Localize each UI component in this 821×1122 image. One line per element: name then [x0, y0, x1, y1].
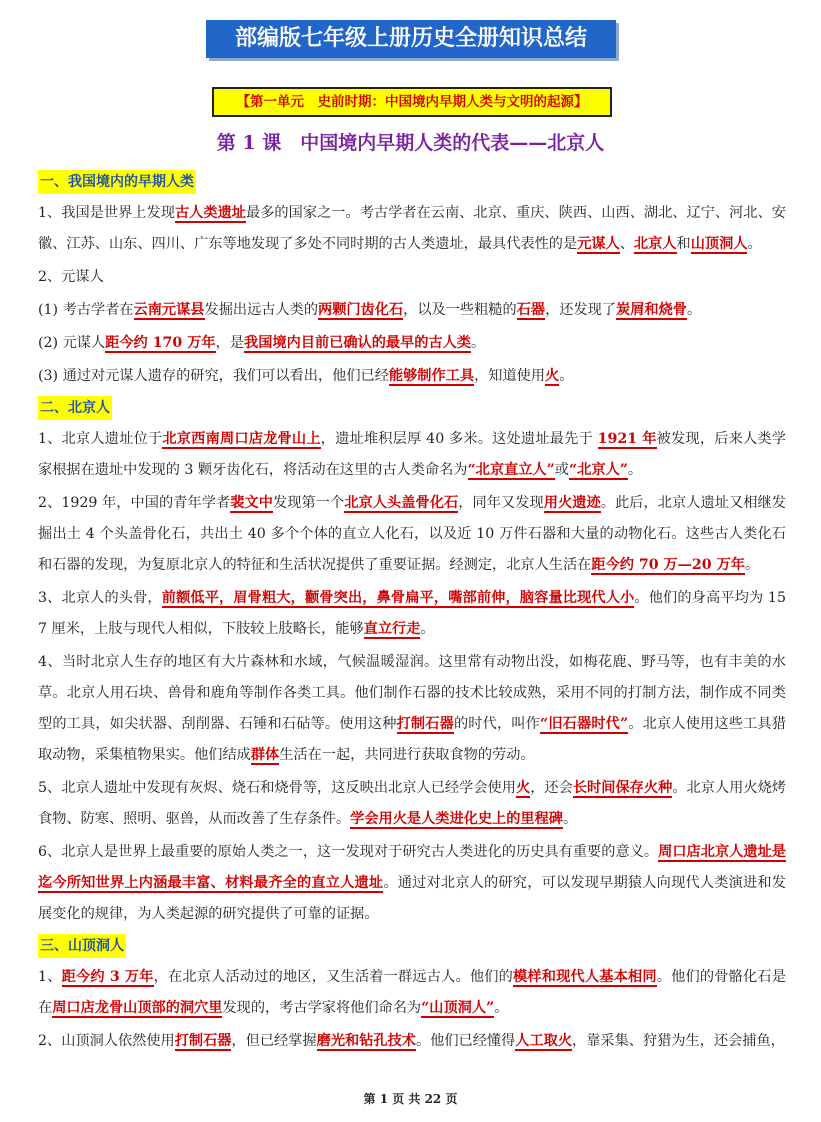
- paragraph: [38, 361, 786, 392]
- highlighted-text: 裴文中: [230, 495, 274, 511]
- text-run: 2、1929 年，中国的青年学者: [38, 495, 231, 511]
- paragraph: [38, 262, 786, 293]
- text-run: ，还会: [530, 780, 573, 796]
- text-run: 或: [554, 462, 569, 478]
- paragraph: [38, 962, 786, 1024]
- text-run: ，遗址堆积层厚 40 多米。这处遗址最先于: [320, 431, 598, 447]
- text-run: 。北京人用火烧烤食物、防寒、照明、驱兽，从而改善了生存条件。: [38, 780, 786, 827]
- paragraph: [38, 488, 786, 581]
- highlighted-text: 北京人: [633, 236, 677, 252]
- highlighted-text: 火: [515, 780, 531, 796]
- highlighted-text: 我国境内目前已确认的最早的古人类: [244, 335, 472, 351]
- text-run: 最多的国家之一。考古学者在云南、北京、重庆、陕西、山西、湖北、辽宁、河北、安徽、江苏、山东、四川、广东等地发现了多处不同时期的古人类遗址，最具代表性的是: [38, 205, 786, 252]
- text-run: ，还发现了: [545, 302, 617, 318]
- document-title: 部编版七年级上册历史全册知识总结: [206, 20, 616, 58]
- text-run: 和: [676, 236, 691, 252]
- paragraph: [38, 198, 786, 260]
- text-run: (2) 元谋人: [38, 335, 106, 351]
- paragraph: [38, 583, 786, 645]
- highlighted-text: 模样和现代人基本相同: [513, 969, 657, 985]
- text-run: 4、当时北京人生存的地区有大片森林和水域，气候温暖湿润。这里常有动物出没，如梅花鹿、野马等，也有丰美的水草。北京人用石块、兽骨和鹿角等制作各类工具。他们制作石器的技术比较成熟，采用不同的打制方法，制作成不同类型的工具，如尖状器、刮削器、石锤和石砧等。使用这种: [38, 654, 786, 732]
- text-run: 生活在一起，共同进行获取食物的劳动。: [279, 747, 535, 763]
- highlighted-text: 距今约 70 万—20 万年: [591, 557, 745, 573]
- text-run: ，同年又发现: [458, 495, 544, 511]
- text-run: 。: [562, 811, 578, 827]
- highlighted-text: 1921 年: [597, 431, 657, 447]
- text-run: 2、元谋人: [38, 269, 104, 285]
- text-run: ，知道使用: [474, 368, 546, 384]
- text-run: ，是: [215, 335, 244, 351]
- paragraph: [38, 837, 786, 930]
- highlighted-text: 打制石器: [174, 1033, 232, 1049]
- text-run: 。: [420, 621, 435, 637]
- paragraph: [38, 328, 786, 359]
- highlighted-text: 山顶洞人: [690, 236, 748, 252]
- section-heading: 一、我国境内的早期人类: [38, 170, 196, 194]
- text-run: 、: [619, 236, 634, 252]
- text-run: 被发现，后来人类学家根据在遗址中发现的 3 颗牙齿化石，将活动在这里的古人类命名为: [38, 431, 786, 478]
- highlighted-text: 云南元谋县: [133, 302, 205, 318]
- highlighted-text: 炭屑和烧骨: [616, 302, 687, 318]
- highlighted-text: 北京西南周口店龙骨山上: [162, 431, 321, 447]
- highlighted-text: 学会用火是人类进化史上的里程碑: [350, 811, 563, 827]
- text-run: 。: [747, 236, 762, 252]
- text-run: 。: [494, 1000, 509, 1016]
- highlighted-text: 用火遗迹: [543, 495, 601, 511]
- highlighted-text: 石器: [516, 302, 546, 318]
- text-run: ，以及一些粗糙的: [403, 302, 517, 318]
- text-run: 。他们的骨骼化石是在: [38, 969, 786, 1016]
- highlighted-text: 火: [545, 368, 560, 384]
- text-run: 6、北京人是世界上最重要的原始人类之一，这一发现对于研究古人类进化的历史具有重要的意义。: [38, 844, 659, 860]
- section-heading: 二、北京人: [38, 396, 112, 420]
- text-run: 1、我国是世界上发现: [38, 205, 175, 221]
- highlighted-text: 两颗门齿化石: [318, 302, 404, 318]
- paragraph: [38, 773, 786, 835]
- text-run: 发现第一个: [273, 495, 345, 511]
- text-run: 发现的，考古学家将他们命名为: [222, 1000, 422, 1016]
- highlighted-text: “北京直立人”: [467, 462, 555, 478]
- highlighted-text: “旧石器时代”: [540, 716, 629, 732]
- highlighted-text: 周口店北京人遗址是迄今所知世界上内涵最丰富、材料最齐全的直立人遗址: [38, 844, 786, 891]
- highlighted-text: 周口店龙骨山顶部的洞穴里: [52, 1000, 223, 1016]
- text-run: 2、山顶洞人依然使用: [38, 1033, 175, 1049]
- highlighted-text: 古人类遗址: [174, 205, 247, 221]
- lesson-title: 第 1 课 中国境内早期人类的代表——北京人: [216, 132, 605, 154]
- text-run: ，但已经掌握: [231, 1033, 317, 1049]
- text-run: ，靠采集、狩猎为生，还会捕鱼，: [572, 1033, 785, 1049]
- section-heading: 三、山顶洞人: [38, 934, 126, 958]
- page-footer: 第 1 页 共 22 页: [363, 1092, 458, 1106]
- highlighted-text: 直立行走: [363, 621, 421, 637]
- highlighted-text: 北京人头盖骨化石: [344, 495, 459, 511]
- highlighted-text: 前额低平，眉骨粗大，颧骨突出，鼻骨扁平，嘴部前伸，脑容量比现代人小: [161, 590, 635, 606]
- highlighted-text: 距今约 3 万年: [61, 969, 154, 985]
- highlighted-text: 磨光和钻孔技术: [316, 1033, 416, 1049]
- text-run: 。他们已经懂得: [415, 1033, 516, 1049]
- highlighted-text: 人工取火: [515, 1033, 573, 1049]
- unit-heading: 【第一单元 史前时期：中国境内早期人类与文明的起源】: [212, 87, 612, 117]
- text-run: 。: [471, 335, 486, 351]
- highlighted-text: 群体: [250, 747, 280, 763]
- paragraph: [38, 1026, 786, 1057]
- paragraph: [38, 424, 786, 486]
- text-run: 。: [744, 557, 760, 573]
- text-run: (3) 通过对元谋人遗存的研究，我们可以看出，他们已经: [38, 368, 389, 384]
- text-run: 1、: [38, 969, 62, 985]
- highlighted-text: “北京人”: [568, 462, 628, 478]
- text-run: 发掘出远古人类的: [204, 302, 319, 318]
- text-run: 。通过对北京人的研究，可以发现早期猿人向现代人类演进和发展变化的规律，为人类起源的研究提供了可靠的证据。: [38, 875, 786, 922]
- text-run: 。北京人使用这些工具猎取动物，采集植物果实。他们结成: [38, 716, 786, 763]
- text-run: ，在北京人活动过的地区，又生活着一群远古人。他们的: [153, 969, 514, 985]
- highlighted-text: 距今约 170 万年: [105, 335, 216, 351]
- text-run: 。: [627, 462, 643, 478]
- highlighted-text: 能够制作工具: [388, 368, 475, 384]
- text-run: 。: [686, 302, 702, 318]
- text-run: 5、北京人遗址中发现有灰烬、烧石和烧骨等，这反映出北京人已经学会使用: [38, 780, 516, 796]
- text-run: 。此后，北京人遗址又相继发掘出土 4 个头盖骨化石，共出土 40 多个个体的直立人化石，以及近 10 万件石器和大量的动物化石。这些古人类化石和石器的发现，为复原北京人的特征和生活状况提供了重要证据。经测定，北京人生活在: [38, 495, 786, 573]
- highlighted-text: “山顶洞人”: [421, 1000, 495, 1016]
- highlighted-text: 元谋人: [577, 236, 620, 252]
- text-run: 。他们的身高平均为 157 厘米，上肢与现代人相似，下肢较上肢略长，能够: [38, 590, 786, 637]
- paragraph: [38, 647, 786, 771]
- document-body: [38, 168, 786, 1059]
- text-run: 1、北京人遗址位于: [38, 431, 163, 447]
- text-run: 3、北京人的头骨，: [38, 590, 162, 606]
- highlighted-text: 长时间保存火种: [572, 780, 673, 796]
- text-run: (1) 考古学者在: [38, 302, 134, 318]
- text-run: 的时代，叫作: [453, 716, 540, 732]
- highlighted-text: 打制石器: [396, 716, 454, 732]
- text-run: 。: [559, 368, 574, 384]
- paragraph: [38, 295, 786, 326]
